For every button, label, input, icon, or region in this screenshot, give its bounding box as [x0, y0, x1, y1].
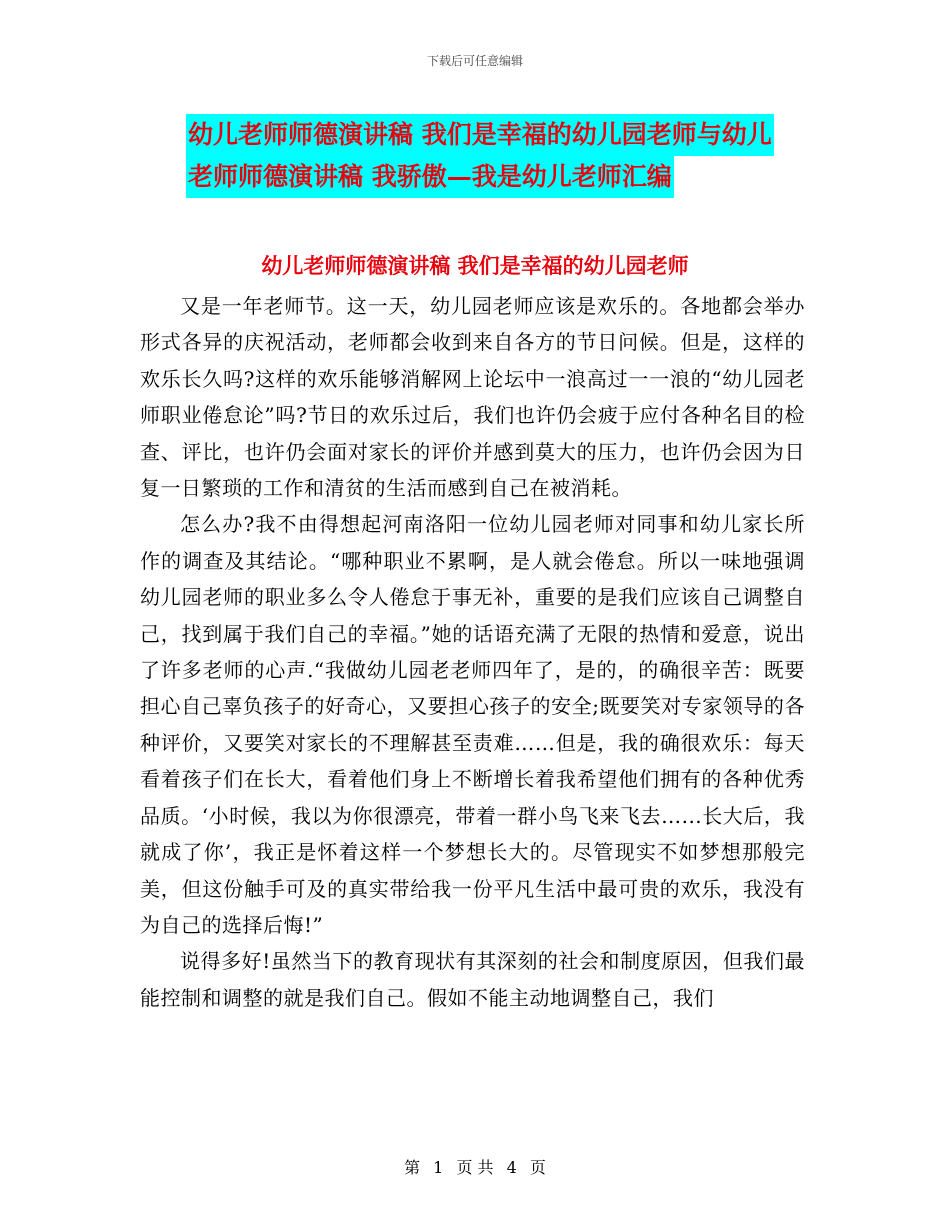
footer-suffix: 页	[529, 1158, 546, 1177]
body-text	[140, 288, 805, 1016]
main-title-line-1: 幼儿老师师德演讲稿 我们是幸福的幼儿园老师与幼儿	[186, 114, 774, 156]
page-header-note: 下载后可任意编辑	[426, 54, 523, 68]
footer-page-number: 1	[433, 1158, 444, 1177]
footer-prefix: 第	[404, 1158, 421, 1177]
footer-total-pages: 4	[506, 1158, 517, 1177]
section-title: 幼儿老师师德演讲稿 我们是幸福的幼儿园老师	[261, 253, 689, 278]
footer-middle: 页 共	[456, 1158, 494, 1177]
page-footer	[0, 1155, 950, 1178]
paragraph-3: 说得多好!虽然当下的教育现状有其深刻的社会和制度原因，但我们最能控制和调整的就是我们自己。假如不能主动地调整自己，我们	[140, 949, 805, 1010]
main-title-line-2: 老师师德演讲稿 我骄傲—我是幼儿老师汇编	[186, 156, 674, 198]
main-title	[186, 114, 816, 198]
paragraph-2: 怎么办?我不由得想起河南洛阳一位幼儿园老师对同事和幼儿家长所作的调查及其结论。“哪种职业不累啊，是人就会倦怠。所以一味地强调幼儿园老师的职业多么令人倦怠于事无补，重要的是我们应该自己调整自己，找到属于我们自己的幸福。”她的话语充满了无限的热情和爱意，说出了许多老师的心声.“我做幼儿园老老师四年了，是的，的确很辛苦：既要担心自己辜负孩子的好奇心，又要担心孩子的安全;既要笑对专家领导的各种评价，又要笑对家长的不理解甚至责难……但是，我的确很欢乐：每天看着孩子们在长大，看着他们身上不断增长着我希望他们拥有的各种优秀品质。‘小时候，我以为你很漂亮，带着一群小鸟飞来飞去…...长大后，我就成了你’，我正是怀着这样一个梦想长大的。尽管现实不如梦想那般完美，但这份触手可及的真实带给我一份平凡生活中最可贵的欢乐，我没有为自己的选择后悔!”	[140, 512, 805, 937]
paragraph-1: 又是一年老师节。这一天，幼儿园老师应该是欢乐的。各地都会举办形式各异的庆祝活动，老师都会收到来自各方的节日问候。但是，这样的欢乐长久吗?这样的欢乐能够消解网上论坛中一浪高过一一浪的“幼儿园老师职业倦怠论”吗?节日的欢乐过后，我们也许仍会疲于应付各种名目的检查、评比，也许仍会面对家长的评价并感到莫大的压力，也许仍会因为日复一日繁琐的工作和清贫的生活而感到自己在被消耗。	[140, 294, 805, 501]
